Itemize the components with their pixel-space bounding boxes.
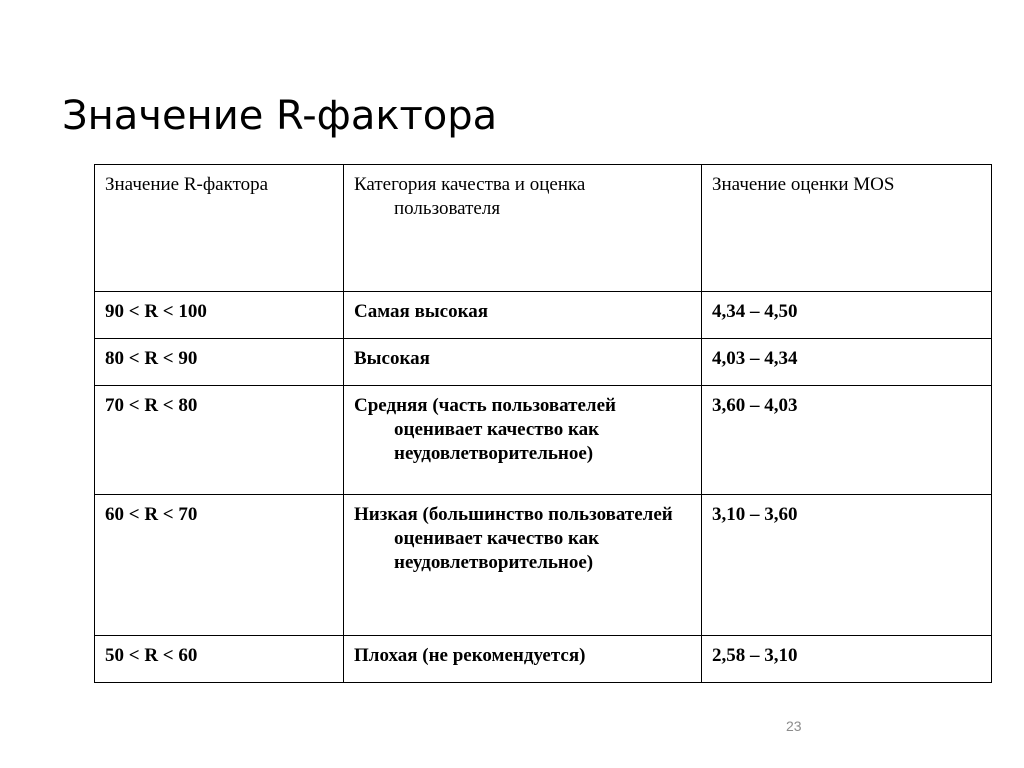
table-cell (702, 292, 992, 339)
r-range: 70 < R < 80 (105, 395, 198, 416)
header-r-factor: Значение R-фактора (105, 174, 269, 195)
table-cell (95, 339, 344, 386)
table-cell (344, 292, 702, 339)
header-cell (344, 165, 702, 292)
mos-value: 2,58 – 3,10 (712, 645, 798, 666)
header-cell (95, 165, 344, 292)
quality-category: Средняя (часть пользователей оценивает качество как неудовлетворительное) (354, 395, 616, 464)
table-cell (702, 386, 992, 495)
table-row (95, 386, 992, 495)
r-range: 90 < R < 100 (105, 301, 207, 322)
table-cell (344, 339, 702, 386)
page-number: 23 (786, 718, 802, 734)
table-cell (344, 386, 702, 495)
table-cell (702, 495, 992, 636)
quality-category: Самая высокая (354, 301, 489, 322)
table-cell (95, 292, 344, 339)
table-cell (702, 339, 992, 386)
mos-value: 4,34 – 4,50 (712, 301, 798, 322)
table-cell (344, 636, 702, 683)
table-cell (95, 495, 344, 636)
slide-title: Значение R-фактора (62, 93, 498, 139)
table-header-row (95, 165, 992, 292)
table-row (95, 292, 992, 339)
mos-value: 4,03 – 4,34 (712, 348, 798, 369)
quality-category: Плохая (не рекомендуется) (354, 645, 586, 666)
table-row (95, 495, 992, 636)
table-cell (95, 386, 344, 495)
table-row (95, 339, 992, 386)
header-category: Категория качества и оценка пользователя (354, 174, 586, 219)
table-cell (95, 636, 344, 683)
r-range: 80 < R < 90 (105, 348, 198, 369)
quality-category: Низкая (большинство пользователей оценивает качество как неудовлетворительное) (354, 504, 673, 573)
mos-value: 3,10 – 3,60 (712, 504, 798, 525)
quality-category: Высокая (354, 348, 430, 369)
table-cell (344, 495, 702, 636)
mos-value: 3,60 – 4,03 (712, 395, 798, 416)
table-cell (702, 636, 992, 683)
r-range: 50 < R < 60 (105, 645, 198, 666)
r-range: 60 < R < 70 (105, 504, 198, 525)
r-factor-table (94, 164, 992, 683)
header-mos: Значение оценки MOS (712, 174, 895, 195)
header-cell (702, 165, 992, 292)
table-row (95, 636, 992, 683)
